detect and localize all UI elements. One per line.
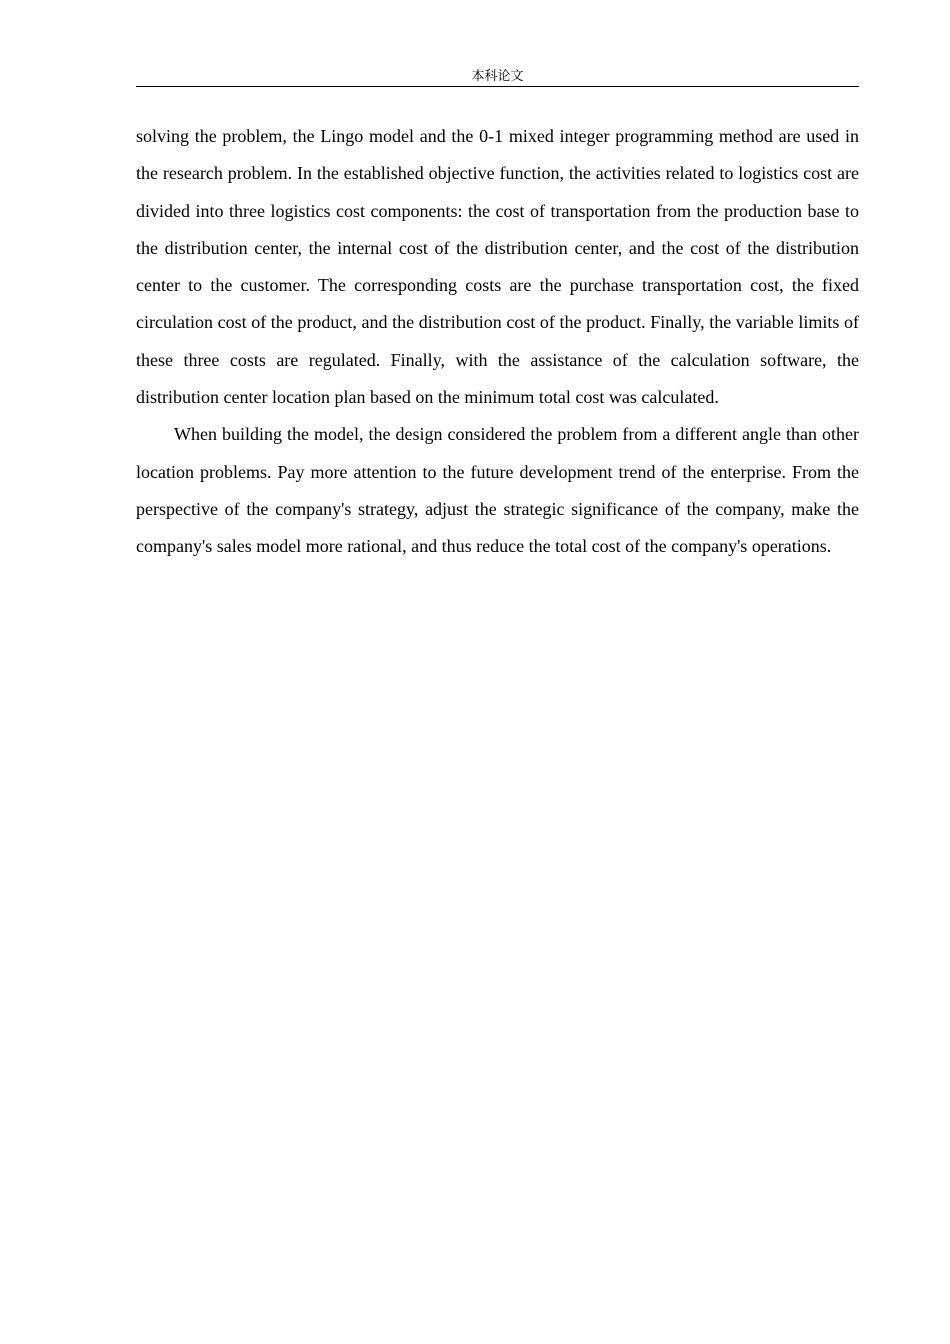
page-header: [136, 66, 859, 87]
body-text: [136, 118, 859, 566]
paragraph-continuation: solving the problem, the Lingo model and the 0-1 mixed integer programming method are used in the research problem. In the established objective function, the activities related to logistics cost are divided into three logistics cost components: the cost of transportation from the production base to the distribution center, the internal cost of the distribution center, and the cost of the distribution center to the customer. The corresponding costs are the purchase transportation cost, the fixed circulation cost of the product, and the distribution cost of the product. Finally, the variable limits of these three costs are regulated. Finally, with the assistance of the calculation software, the distribution center location plan based on the minimum total cost was calculated.: [136, 126, 859, 408]
header-title: 本科论文: [471, 69, 524, 84]
paragraph-model-design: When building the model, the design considered the problem from a different angle than other location problems. Pay more attention to the future development trend of the enterprise. From the perspective of the company's strategy, adjust the strategic significance of the company, make the company's sales model more rational, and thus reduce the total cost of the company's operations.: [136, 424, 859, 557]
